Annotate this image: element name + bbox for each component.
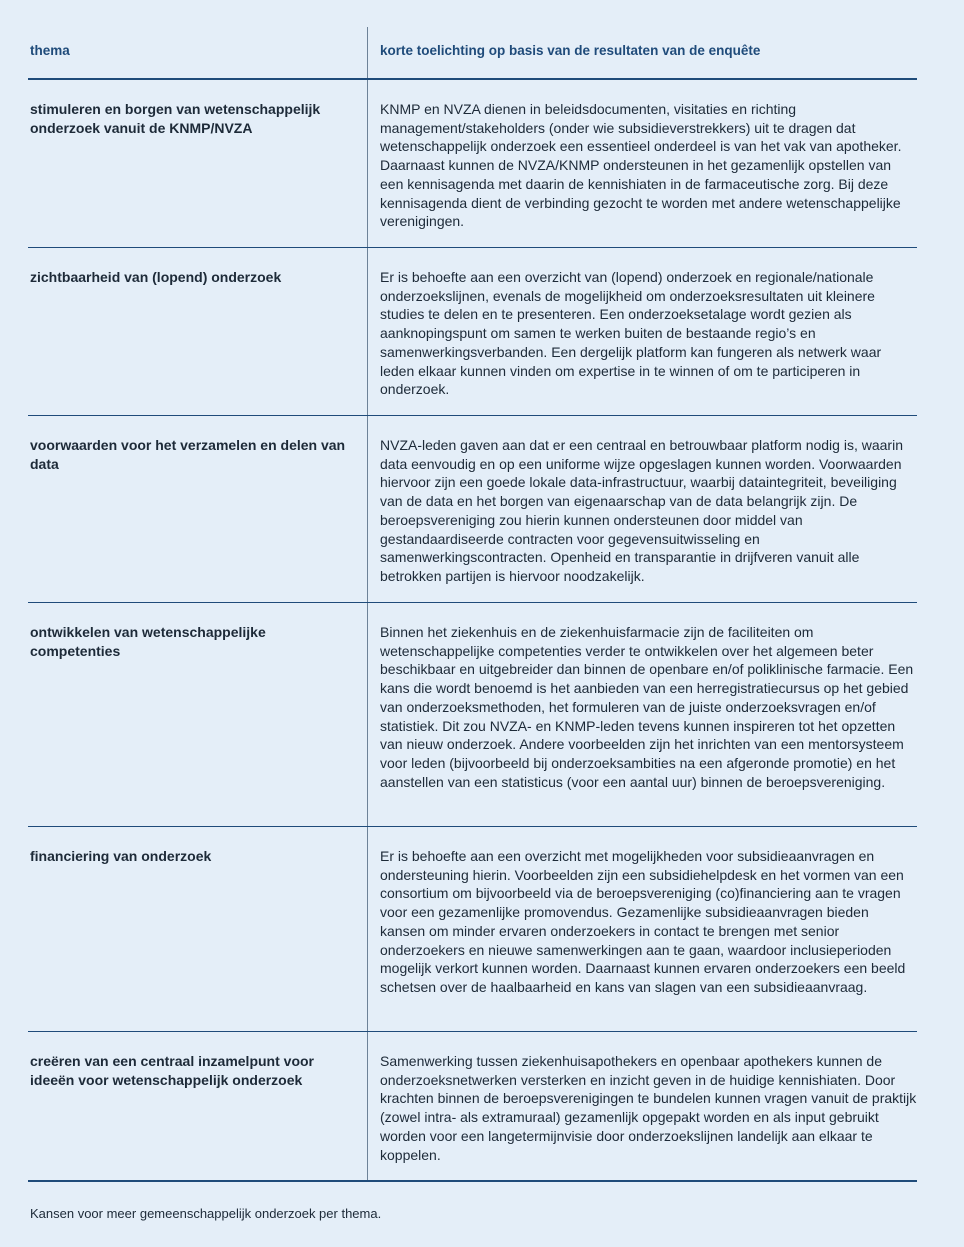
- row-theme: stimuleren en borgen van wetenschappelijk onderzoek vanuit de KNMP/NVZA: [30, 101, 321, 136]
- table-row: [28, 603, 917, 827]
- themes-table: [28, 27, 917, 1182]
- row-description-cell: [368, 248, 917, 415]
- table-header-row: [28, 27, 917, 80]
- row-description-cell: [368, 416, 917, 602]
- row-theme: zichtbaarheid van (lopend) onderzoek: [30, 269, 282, 285]
- row-description-cell: [368, 603, 917, 826]
- row-description: Er is behoefte aan een overzicht met mogelijkheden voor subsidieaanvragen en ondersteuning hierin. Voorbeelden zijn een subsidiehelpdesk en het vormen van een consortium om bijvoorbeeld via de beroepsvereniging (co)financiering aan te vragen voor een gezamenlijke promovendus. Gezamenlijke subsidieaanvragen bieden kansen om minder ervaren onderzoekers in contact te brengen met senior onderzoekers en nieuwe samenwerkingen aan te gaan, waardoor inclusieperioden mogelijk verkort kunnen worden. Daarnaast kunnen ervaren onderzoekers een beeld schetsen over de haalbaarheid en kans van slagen van een subsidieaanvraag.: [380, 848, 906, 995]
- table-row: [28, 248, 917, 416]
- row-theme-cell: [28, 416, 368, 602]
- row-theme-cell: [28, 827, 368, 1031]
- row-theme: ontwikkelen van wetenschappelijke competenties: [30, 624, 266, 659]
- row-theme-cell: [28, 1032, 368, 1180]
- table-caption: Kansen voor meer gemeenschappelijk onderzoek per thema.: [30, 1206, 382, 1221]
- row-theme: financiering van onderzoek: [30, 848, 212, 864]
- row-description-cell: [368, 827, 917, 1031]
- table-row: [28, 827, 917, 1032]
- table-row: [28, 80, 917, 248]
- table-row: [28, 416, 917, 603]
- header-description: korte toelichting op basis van de resultaten van de enquête: [380, 43, 761, 58]
- header-theme: thema: [28, 27, 368, 78]
- row-description-cell: [368, 80, 917, 247]
- row-description: Samenwerking tussen ziekenhuisapothekers en openbaar apothekers kunnen de onderzoeksnetwerken versterken en inzicht geven in de huidige kennishiaten. Door krachten binnen de beroepsverenigingen te bundelen kunnen vragen vanuit de praktijk (zowel intra- als extramuraal) gezamenlijk opgepakt worden en als input gebruikt worden voor een langetermijnvisie door onderzoekslijnen landelijk aan elkaar te koppelen.: [380, 1053, 917, 1163]
- row-theme-cell: [28, 248, 368, 415]
- row-description: NVZA-leden gaven aan dat er een centraal en betrouwbaar platform nodig is, waarin data eenvoudig en op een uniforme wijze opgeslagen kunnen worden. Voorwaarden hiervoor zijn een goede lokale data-infrastructuur, waarbij dataintegriteit, beveiliging van de data en het borgen van eigenaarschap van de data belangrijk zijn. De beroepsvereniging zou hierin kunnen ondersteunen door middel van gestandaardiseerde contracten voor gegevensuitwisseling en samenwerkingscontracten. Openheid en transparantie in drijfveren vanuit alle betrokken partijen is hiervoor noodzakelijk.: [380, 437, 903, 584]
- row-theme-cell: [28, 80, 368, 247]
- table-row: [28, 1032, 917, 1182]
- row-theme-cell: [28, 603, 368, 826]
- row-description: Er is behoefte aan een overzicht van (lopend) onderzoek en regionale/nationale onderzoekslijnen, evenals de mogelijkheid om onderzoeksresultaten uit kleinere studies te delen en te presenteren. Een onderzoeksetalage wordt gezien als aanknopingspunt om samen te werken buiten de bestaande regio’s en samenwerkingsverbanden. Een dergelijk platform kan fungeren als netwerk waar leden elkaar kunnen vinden om expertise in te winnen of om te participeren in onderzoek.: [380, 269, 882, 398]
- row-description-cell: [368, 1032, 917, 1180]
- row-theme: voorwaarden voor het verzamelen en delen van data: [30, 437, 346, 472]
- row-description: Binnen het ziekenhuis en de ziekenhuisfarmacie zijn de faciliteiten om wetenschappelijke competenties verder te ontwikkelen over het algemeen beter beschikbaar en uitgebreider dan binnen de openbare en/of poliklinische farmacie. Een kans die wordt benoemd is het aanbieden van een herregistratiecursus op het gebied van onderzoeksmethoden, het formuleren van de juiste onderzoeksvragen en/of statistiek. Dit zou NVZA- en KNMP-leden tevens kunnen inspireren tot het opzetten van nieuw onderzoek. Andere voorbeelden zijn het inrichten van een mentorsysteem voor leden (bijvoorbeeld bij onderzoeksambities na een afgeronde promotie) en het aanstellen van een statisticus (voor een aantal uur) binnen de beroepsvereniging.: [380, 624, 914, 790]
- row-theme: creëren van een centraal inzamelpunt voor ideeën voor wetenschappelijk onderzoek: [30, 1053, 314, 1088]
- row-description: KNMP en NVZA dienen in beleidsdocumenten, visitaties en richting management/stakeholders (onder wie subsidieverstrekkers) uit te dragen dat wetenschappelijk onderzoek een essentieel onderdeel is van het vak van apotheker. Daarnaast kunnen de NVZA/KNMP ondersteunen in het gezamenlijk opstellen van een kennisagenda met daarin de kennishiaten in de farmaceutische zorg. Bij deze kennisagenda dient de verbinding gezocht te worden met andere wetenschappelijke verenigingen.: [380, 101, 902, 230]
